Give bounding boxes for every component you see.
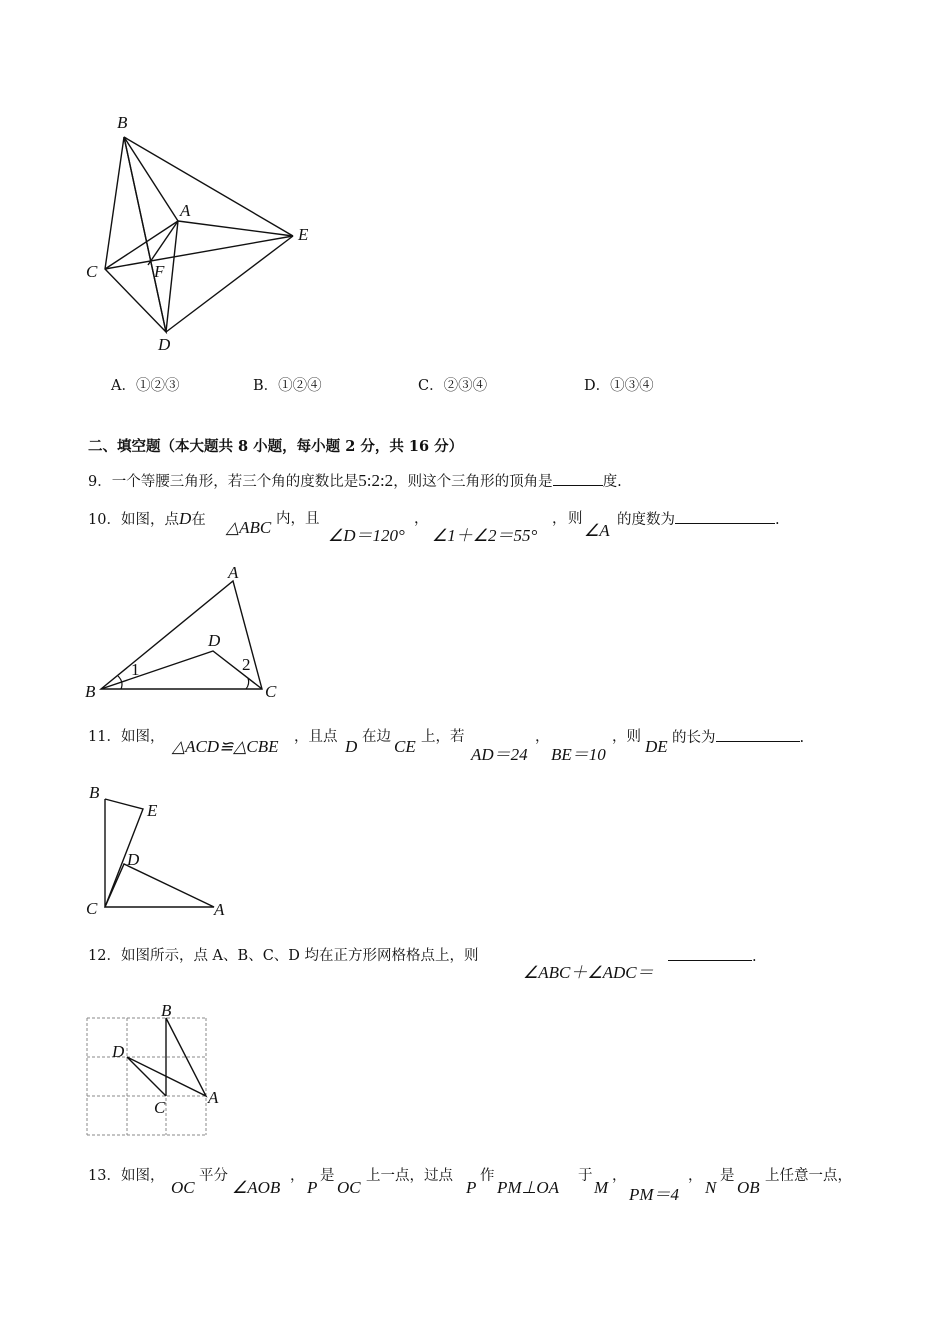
option-letter: A． [111, 378, 136, 394]
ray-oc: OC [171, 1178, 195, 1197]
option-letter: B． [253, 378, 279, 394]
question-text: 是 [720, 1168, 735, 1184]
question-text: 平分 [199, 1168, 228, 1184]
period: . [752, 949, 757, 965]
comma: ， [552, 511, 567, 527]
label-b: B [161, 1001, 172, 1020]
question-text: 如图所示，点 A、B、C、D 均在正方形网格格点上，则 [120, 948, 479, 964]
label-d: D [112, 1042, 125, 1061]
question-number: 12． [88, 948, 121, 964]
question-text: 如图， [120, 729, 165, 745]
comma: ， [290, 1168, 305, 1184]
option-text: ①②④ [278, 378, 322, 394]
option-text: ①②③ [135, 378, 180, 394]
label-b: B [117, 113, 128, 132]
period: . [799, 730, 805, 746]
question-text: 的度数为 [617, 512, 675, 528]
question-text: 作 [480, 1168, 495, 1184]
question-number: 9． [88, 474, 112, 490]
condition-be: BE＝10 [551, 745, 606, 764]
question-text: 内，且 [276, 511, 320, 527]
segment-de: DE [645, 737, 668, 756]
option-text: ①③④ [610, 378, 654, 394]
label-d: D [158, 335, 171, 354]
question-text: 在 [191, 512, 206, 528]
question-text: ，且点 [294, 729, 338, 745]
question-13-start [88, 1166, 164, 1186]
congruence: △ACD≌△CBE [172, 737, 279, 756]
question-text: ，则 [612, 729, 641, 745]
label-c: C [265, 682, 277, 701]
comma: ， [612, 1168, 627, 1184]
ratio: 5:2:2 [358, 471, 394, 490]
question-text: 如图，点 [120, 512, 179, 528]
label-a: A [228, 563, 239, 582]
perpendicular: PM⊥OA [497, 1178, 560, 1197]
question-text: 一个等腰三角形，若三个角的度数比是 [111, 474, 359, 490]
label-angle-1: 1 [131, 660, 140, 679]
point-m: M [594, 1178, 609, 1197]
label-b: B [85, 682, 96, 701]
side-ce: CE [394, 737, 416, 756]
point-p-2: P [466, 1178, 477, 1197]
label-c: C [86, 899, 98, 918]
label-f: F [154, 262, 165, 281]
triangle-abc: △ABC [226, 518, 272, 537]
question-text: 度. [602, 474, 622, 490]
question-text: 如图， [120, 1168, 165, 1184]
label-c: C [86, 262, 98, 281]
label-e: E [147, 801, 158, 820]
comma: ， [688, 1168, 703, 1184]
option-letter: D． [584, 378, 611, 394]
condition-angle-d: ∠D＝120° [328, 526, 405, 545]
question-number: 11． [88, 729, 121, 745]
angle-expression: ∠ABC＋∠ADC＝ [523, 963, 654, 982]
option-letter: C． [418, 378, 444, 394]
section-heading: 二、填空题（本大题共 8 小题，每小题 2 分，共 16 分） [88, 438, 464, 455]
question-text: 在边 [362, 729, 391, 745]
question-text: 于 [578, 1168, 593, 1184]
label-d: D [127, 850, 140, 869]
label-b: B [89, 783, 100, 802]
label-d: D [208, 631, 221, 650]
comma: ， [535, 729, 550, 745]
comma: ， [414, 511, 429, 527]
label-a: A [180, 201, 191, 220]
label-e: E [298, 225, 309, 244]
label-c: C [154, 1098, 166, 1117]
angle-aob: ∠AOB [232, 1178, 281, 1197]
question-number: 10． [88, 512, 121, 528]
question-text: 上一点，过点 [366, 1168, 453, 1184]
option-text: ②③④ [443, 378, 488, 394]
question-text: 上，若 [421, 729, 465, 745]
point-p: P [307, 1178, 318, 1197]
ray-ob: OB [737, 1178, 760, 1197]
question-text: 上任意一点， [765, 1168, 852, 1184]
condition-ad: AD＝24 [471, 745, 528, 764]
angle-a: ∠A [584, 521, 610, 540]
condition-pm: PM＝4 [629, 1185, 680, 1204]
label-a: A [214, 900, 225, 919]
condition-angle-sum: ∠1＋∠2＝55° [432, 526, 538, 545]
label-a: A [208, 1088, 219, 1107]
point-n: N [705, 1178, 717, 1197]
question-text: ，则这个三角形的顶角是 [393, 474, 553, 490]
period: . [775, 512, 780, 528]
label-angle-2: 2 [242, 655, 251, 674]
question-number: 13． [88, 1168, 121, 1184]
question-text: 是 [320, 1168, 335, 1184]
ray-oc-2: OC [337, 1178, 361, 1197]
point-d: D [178, 509, 192, 528]
point-d: D [345, 737, 358, 756]
question-text: 的长为 [672, 730, 716, 746]
question-text: 则 [568, 511, 583, 527]
